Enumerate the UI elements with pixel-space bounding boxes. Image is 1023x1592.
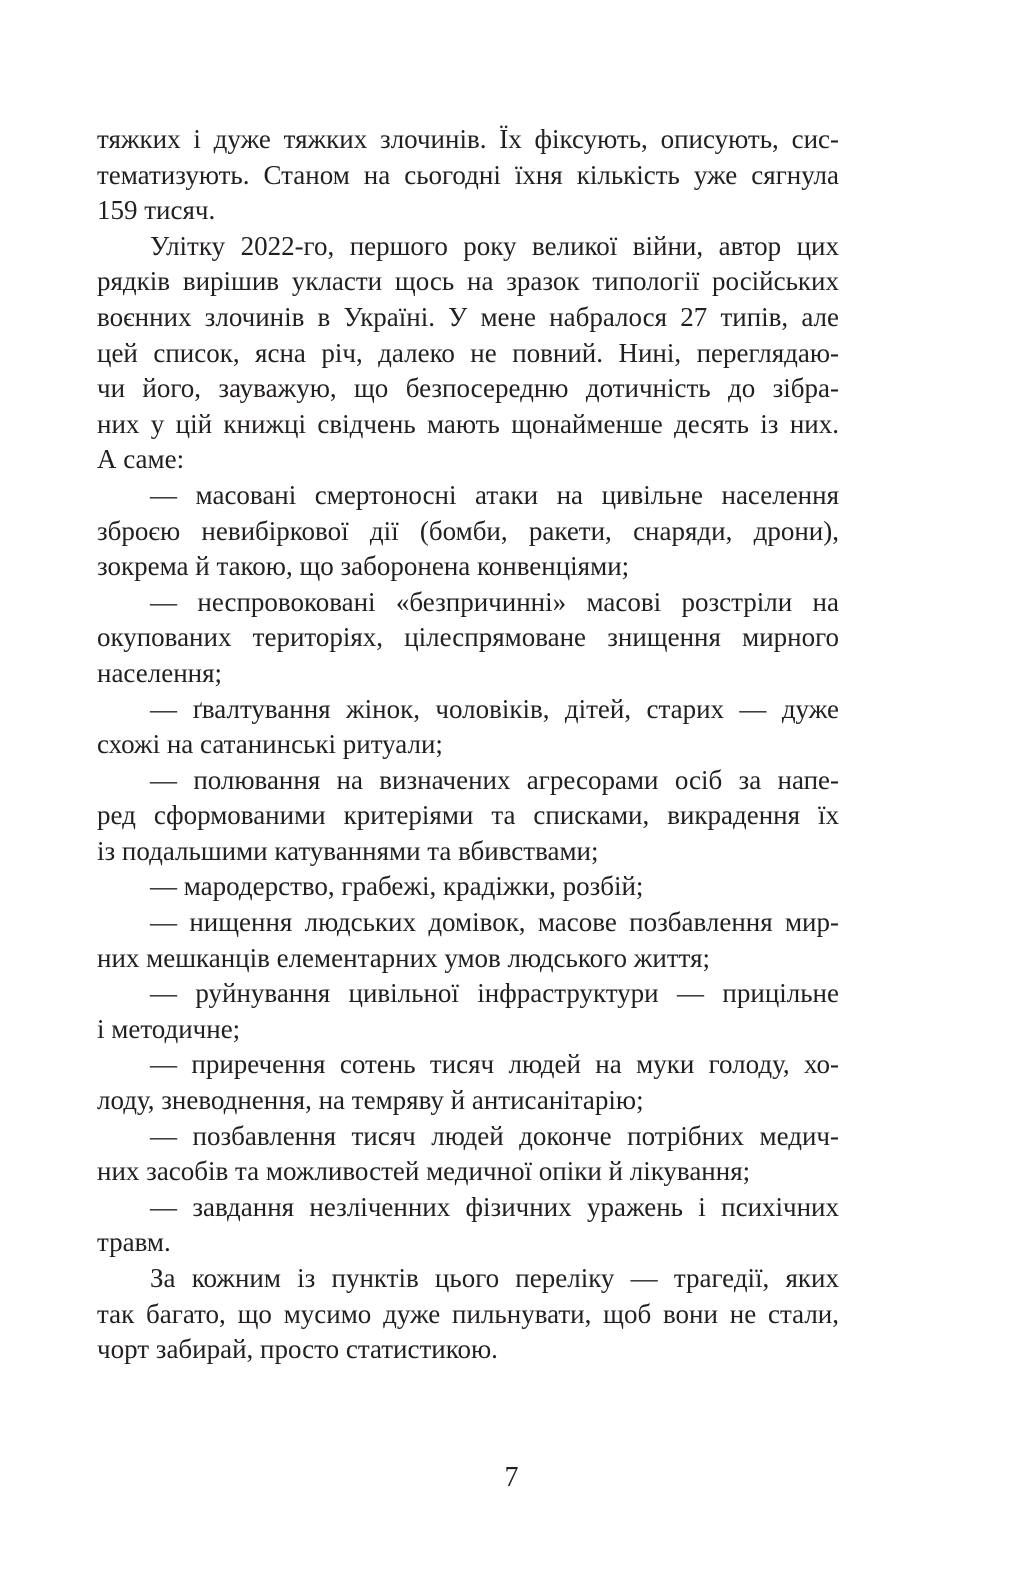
list-item-line: — неспровоковані «безпричинні» масові розстріли на	[150, 586, 839, 617]
text-line: так багато, що мусимо дуже пильнувати, щоб вони не стали,	[97, 1298, 839, 1329]
list-item-line: — руйнування цивільної інфраструктури — прицільне	[150, 978, 839, 1009]
text-line: зброєю невибіркової дії (бомби, ракети, снаряди, дрони),	[97, 515, 839, 546]
list-item-line: — мародерство, грабежі, крадіжки, розбій;	[150, 871, 644, 902]
text-line: зокрема й такою, що заборонена конвенціями;	[97, 551, 630, 582]
list-item-line: — полювання на визначених агресорами осіб за напе-	[150, 764, 839, 795]
text-line: рядків вирішив укласти щось на зразок типології російських	[97, 266, 839, 297]
text-line: травм.	[97, 1227, 171, 1258]
text-line: із подальшими катуваннями та вбивствами;	[97, 835, 599, 866]
list-item-line: — позбавлення тисяч людей доконче потрібних медич-	[150, 1120, 839, 1151]
text-line: цей список, ясна річ, далеко не повний. Нині, переглядаю-	[97, 337, 839, 368]
text-line: окупованих територіях, цілеспрямоване знищення мирного	[97, 622, 839, 653]
text-line: воєнних злочинів в Україні. У мене набралося 27 типів, але	[97, 301, 839, 332]
text-line: чи його, зауважую, що безпосередню дотичність до зібра-	[97, 373, 839, 404]
list-item-line: — нищення людських домівок, масове позбавлення мир-	[150, 907, 839, 938]
text-line: тяжких і дуже тяжких злочинів. Їх фіксують, описують, сис-	[97, 124, 839, 154]
text-line: схожі на сатанинські ритуали;	[97, 729, 443, 760]
text-line: населення;	[97, 657, 223, 688]
text-line: лоду, зневоднення, на темряву й антисанітарію;	[97, 1085, 644, 1116]
text-line: тематизують. Станом на сьогодні їхня кількість уже сягнула	[97, 159, 839, 190]
text-line: і методичне;	[97, 1013, 241, 1044]
text-line: ред сформованими критеріями та списками, викрадення їх	[97, 800, 839, 831]
page-number: 7	[504, 1462, 519, 1493]
text-line: Улітку 2022-го, першого року великої війни, автор цих	[150, 230, 839, 261]
text-line: За кожним із пунктів цього переліку — трагедії, яких	[150, 1263, 839, 1293]
text-line: А саме:	[97, 444, 185, 475]
body-text	[97, 122, 839, 1368]
text-line: чорт забирай, просто статистикою.	[97, 1334, 498, 1365]
text-line: них мешканців елементарних умов людського життя;	[97, 942, 711, 973]
text-line: них у цій книжці свідчень мають щонайменше десять із них.	[97, 408, 839, 439]
list-item-line: — приречення сотень тисяч людей на муки голоду, хо-	[150, 1049, 839, 1080]
list-item-line: — масовані смертоносні атаки на цивільне населення	[150, 479, 839, 510]
list-item-line: — завдання незліченних фізичних уражень і психічних	[150, 1191, 839, 1222]
text-line: 159 тисяч.	[97, 195, 216, 226]
list-item-line: — ґвалтування жінок, чоловіків, дітей, старих — дуже	[150, 693, 839, 724]
text-line: них засобів та можливостей медичної опіки й лікування;	[97, 1156, 751, 1187]
